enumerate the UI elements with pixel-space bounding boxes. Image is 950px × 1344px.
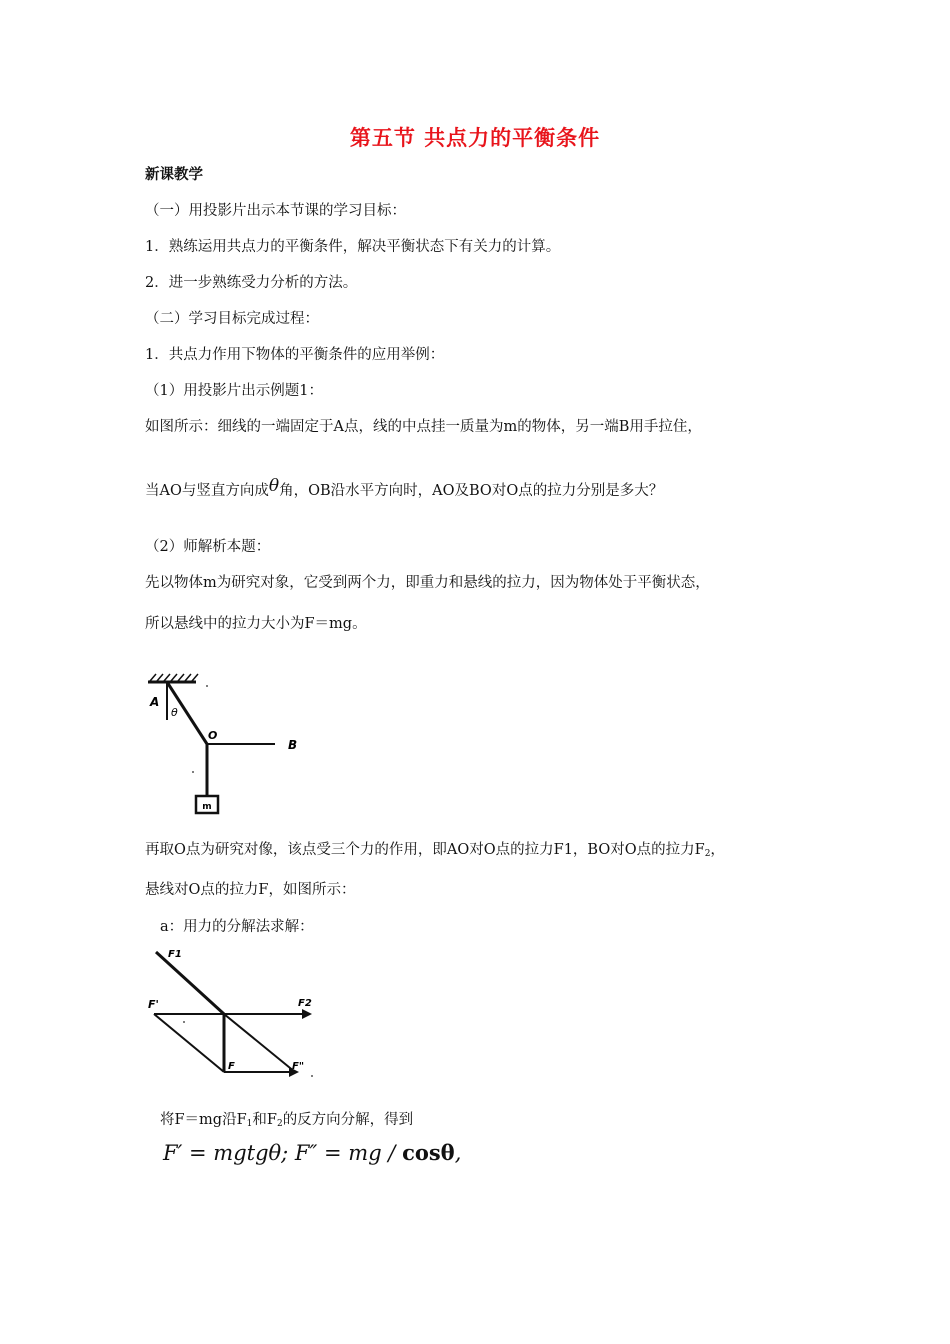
text-span: 将F＝mg沿F [160, 1112, 247, 1128]
label-f2: F2 [298, 998, 312, 1009]
paragraph-line: a：用力的分解法求解： [160, 919, 314, 935]
figure-hanging-mass [140, 668, 320, 823]
paragraph-line: （2）师解析本题： [145, 539, 271, 555]
label-m: m [202, 802, 212, 812]
theta-symbol: θ [268, 476, 280, 496]
paragraph-line: 如图所示：细线的一端固定于A点，线的中点挂一质量为m的物体，另一端B用手拉住， [145, 419, 702, 435]
paragraph-line: 2．进一步熟练受力分析的方法。 [145, 275, 358, 291]
label-o: O [208, 729, 218, 742]
formula-part: , [454, 1141, 462, 1165]
label-f-double-prime: F" [292, 1061, 305, 1072]
paragraph-line: 1．共点力作用下物体的平衡条件的应用举例： [145, 347, 445, 363]
text-span: 当AO与竖直方向成 [145, 483, 269, 499]
paragraph-line: 先以物体m为研究对象，它受到两个力，即重力和悬线的拉力，因为物体处于平衡状态， [145, 575, 710, 591]
paragraph-line [145, 476, 663, 500]
subscript: 1 [246, 1119, 253, 1129]
paragraph-line [145, 838, 725, 859]
label-f-prime: F' [148, 998, 159, 1011]
paragraph-line: 1．熟练运用共点力的平衡条件，解决平衡状态下有关力的计算。 [145, 239, 561, 255]
text-span: ， [710, 842, 725, 858]
label-b: B [288, 738, 298, 752]
label-f: F [228, 1061, 235, 1072]
text-span: 角，OB沿水平方向时，AO及BO对O点的拉力分别是多大？ [279, 483, 664, 499]
text-span: 和F [252, 1112, 277, 1128]
label-theta: θ [171, 706, 178, 719]
subscript: 2 [276, 1119, 283, 1129]
formula-part: F′ = mgtgθ; F″ = mg / [163, 1141, 403, 1165]
result-formula [163, 1140, 461, 1165]
page-title: 第五节 共点力的平衡条件 [349, 125, 601, 150]
figure-force-decomposition [140, 942, 330, 1082]
paragraph-line: （一）用投影片出示本节课的学习目标： [145, 203, 406, 219]
paragraph-line: （二）学习目标完成过程： [145, 311, 319, 327]
text-span: 的反方向分解，得到 [282, 1112, 414, 1128]
text-span: 再取O点为研究对像，该点受三个力的作用，即AO对O点的拉力F1，BO对O点的拉力F [145, 842, 705, 858]
label-a: A [150, 695, 160, 709]
section-heading: 新课教学 [145, 166, 203, 183]
paragraph-line [160, 1108, 413, 1129]
paragraph-line: 悬线对O点的拉力F，如图所示： [145, 882, 356, 898]
formula-part: cosθ [402, 1140, 455, 1165]
subscript: 2 [704, 849, 711, 859]
paragraph-line: （1）用投影片出示例题1： [145, 383, 323, 399]
paragraph-line: 所以悬线中的拉力大小为F＝mg。 [145, 616, 367, 632]
label-f1: F1 [168, 949, 182, 960]
